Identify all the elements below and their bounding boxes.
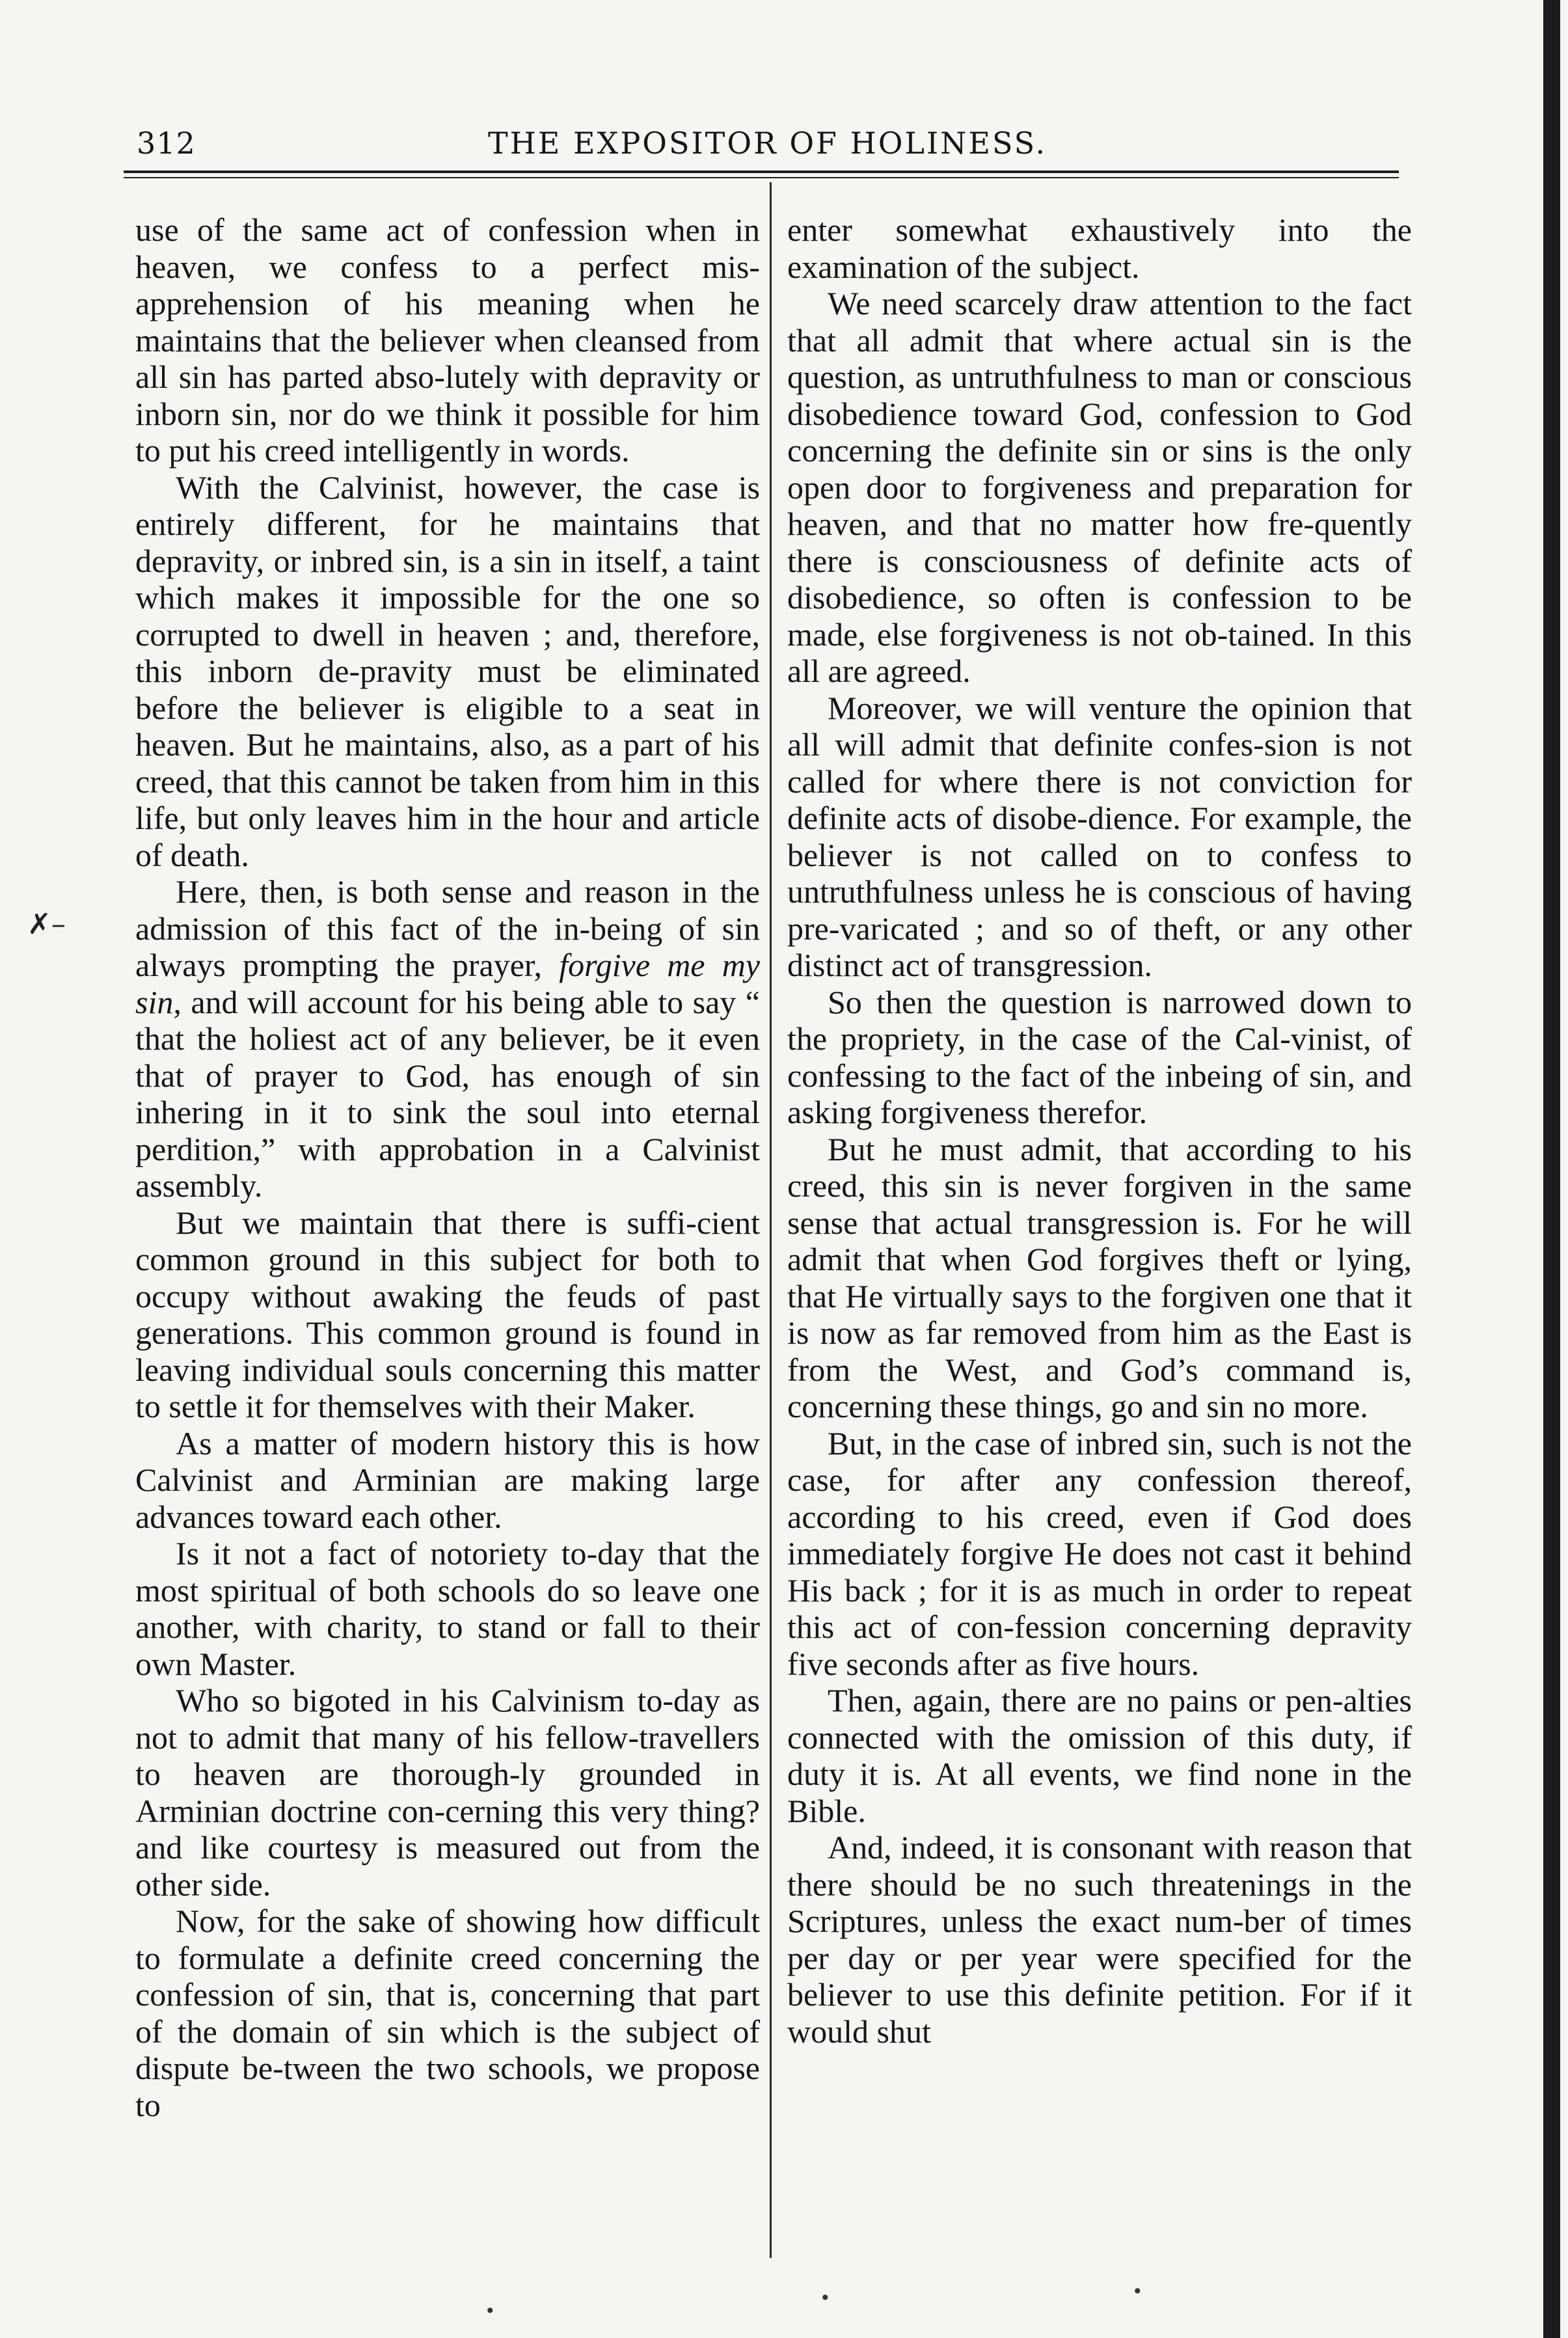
italic-phrase: forgive me my sin, bbox=[135, 947, 761, 1020]
paragraph bbox=[135, 1903, 760, 2123]
paragraph bbox=[135, 1682, 760, 1903]
paragraph bbox=[787, 690, 1412, 984]
paragraph-text: Now, for the sake of showing how difficult to formulate a definite creed concerning the confession of sin, that is, concerning that part of the domain of sin which is the subject of dispute be-tween the two schools, we propose to bbox=[135, 1903, 760, 2123]
paragraph-text: Then, again, there are no pains or pen-alties connected with the omission of this duty, if duty it is. At all events, we find none in the Bible. bbox=[787, 1682, 1412, 1829]
paragraph bbox=[787, 285, 1412, 690]
paragraph-text: So then the question is narrowed down to the propriety, in the case of the Cal-vinist, of confessing to the fact of the inbeing of sin, and asking forgiveness therefor. bbox=[787, 983, 1412, 1130]
scan-edge-bar bbox=[1543, 0, 1560, 2338]
header-rule bbox=[124, 170, 1399, 173]
ink-speck: • bbox=[1132, 2281, 1143, 2302]
ink-speck: • bbox=[485, 2300, 496, 2322]
ink-speck: • bbox=[820, 2287, 831, 2309]
running-title: THE EXPOSITOR OF HOLINESS. bbox=[488, 126, 1048, 161]
paragraph bbox=[787, 1425, 1412, 1683]
paragraph bbox=[135, 1425, 760, 1536]
paragraph-text: enter somewhat exhaustively into the examination of the subject. bbox=[787, 211, 1412, 285]
page-header bbox=[124, 120, 1399, 172]
paragraph bbox=[135, 469, 760, 874]
right-column bbox=[787, 211, 1412, 2050]
paragraph bbox=[787, 1829, 1412, 2050]
paragraph-text: As a matter of modern history this is how Calvinist and Arminian are making large advances toward each other. bbox=[135, 1424, 760, 1535]
paragraph bbox=[787, 984, 1412, 1131]
paragraph-text: We need scarcely draw attention to the fact that all admit that where actual sin is the question, as untruthfulness to man or conscious disobedience toward God, confession to God concerning the definite sin or sins is the only open door to forgiveness and preparation for heaven, and that no matter how fre-quently there is consciousness of definite acts of disobedience, so often is confession to be made, else forgiveness is not ob-tained. In this all are agreed. bbox=[787, 285, 1412, 689]
column-divider bbox=[770, 182, 772, 2258]
paragraph-text: But, in the case of inbred sin, such is not the case, for after any confession thereof, according to his creed, even if God does immediately forgive He does not cast it behind His back ; for it is as much in order to repeat this act of con-fession concerning depravity five seconds after as five hours. bbox=[787, 1424, 1412, 1682]
paragraph-text: Moreover, we will venture the opinion that all will admit that definite confes-sion is not called for where there is not conviction for definite acts of disobe-dience. For example, the believer is not called on to confess to untruthfulness unless he is conscious of having pre-varicated ; and so of theft, or any other distinct act of transgression. bbox=[787, 689, 1412, 983]
page-number: 312 bbox=[137, 126, 196, 161]
paragraph bbox=[787, 1682, 1412, 1829]
paragraph-text: But he must admit, that according to his creed, this sin is never forgiven in the same sense that actual transgression is. For he will admit that when God forgives theft or lying, that He virtually says to the forgiven one that it is now as far removed from him as the East is from the West, and God’s command is, concerning these things, go and sin no more. bbox=[787, 1130, 1412, 1424]
paragraph-text: use of the same act of confession when in heaven, we confess to a perfect mis-apprehension of his meaning when he maintains that the believer when cleansed from all sin has parted abso-lutely with depravity or inborn sin, nor do we think it possible for him to put his creed intelligently in words. bbox=[135, 211, 760, 469]
header-rule-thin bbox=[124, 177, 1399, 178]
paragraph bbox=[135, 211, 760, 469]
paragraph-text: And, indeed, it is consonant with reason that there should be no such threatenings in the Scriptures, unless the exact num-ber of times per day or per year were specified for the believer to use this definite petition. For if it would shut bbox=[787, 1829, 1412, 2050]
paragraph-text: and will account for his being able to say “ that the holiest act of any believer, be it even that of prayer to God, has enough of sin inhering in it to sink the soul into eternal perdition,” with approbation in a Calvinist assembly. bbox=[135, 983, 760, 1204]
paragraph-text: Who so bigoted in his Calvinism to-day as not to admit that many of his fellow-travellers to heaven are thorough-ly grounded in Arminian doctrine con-cerning this very thing? and like courtesy is measured out from the other side. bbox=[135, 1682, 760, 1903]
left-column bbox=[135, 211, 760, 2123]
margin-mark: ✗– bbox=[27, 908, 66, 941]
paragraph-text: Here, then, is both sense and reason in the admission of this fact of the in-being of sin always prompting the prayer, bbox=[135, 873, 760, 983]
paragraph bbox=[135, 873, 760, 1204]
paragraph bbox=[787, 1131, 1412, 1425]
paragraph bbox=[135, 1204, 760, 1425]
paragraph bbox=[135, 1535, 760, 1682]
paragraph-text: Is it not a fact of notoriety to-day that the most spiritual of both schools do so leave one another, with charity, to stand or fall to their own Master. bbox=[135, 1535, 760, 1682]
paragraph-text: With the Calvinist, however, the case is entirely different, for he maintains that depravity, or inbred sin, is a sin in itself, a taint which makes it impossible for the one so corrupted to dwell in heaven ; and, therefore, this inborn de-pravity must be eliminated before the believer is eligible to a seat in heaven. But he maintains, also, as a part of his creed, that this cannot be taken from him in this life, but only leaves him in the hour and article of death. bbox=[135, 469, 760, 873]
paragraph-text: But we maintain that there is suffi-cient common ground in this subject for both to occupy without awaking the feuds of past generations. This common ground is found in leaving individual souls concerning this matter to settle it for themselves with their Maker. bbox=[135, 1204, 760, 1424]
paragraph bbox=[787, 211, 1412, 285]
